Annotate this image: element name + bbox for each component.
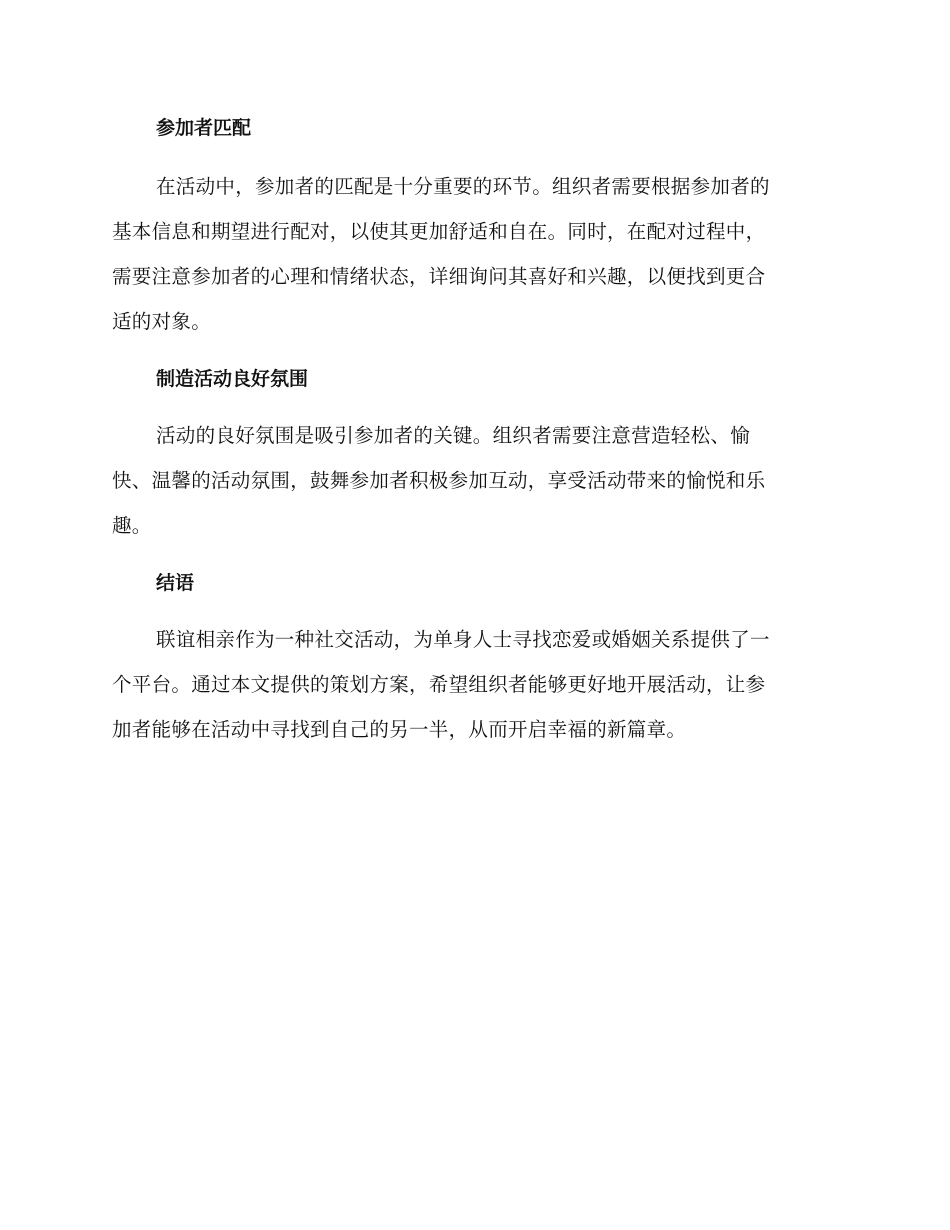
paragraph-line: 加者能够在活动中寻找到自己的另一半，从而开启幸福的新篇章。 (112, 718, 687, 741)
section-paragraph-conclusion (112, 617, 832, 752)
paragraph-line: 适的对象。 (112, 310, 212, 333)
section-heading-participant-matching: 参加者匹配 (156, 117, 252, 139)
section-heading-conclusion: 结语 (156, 572, 195, 594)
section-paragraph-participant-matching (112, 164, 832, 344)
paragraph-line: 需要注意参加者的心理和情绪状态，详细询问其喜好和兴趣，以便找到更合 (112, 265, 766, 288)
paragraph-line: 个平台。通过本文提供的策划方案，希望组织者能够更好地开展活动，让参 (112, 673, 766, 696)
paragraph-line: 趣。 (112, 514, 152, 537)
document-page (112, 113, 832, 752)
paragraph-line: 联谊相亲作为一种社交活动，为单身人士寻找恋爱或婚姻关系提供了一 (156, 628, 770, 651)
paragraph-line: 快、温馨的活动氛围，鼓舞参加者积极参加互动，享受活动带来的愉悦和乐 (112, 469, 766, 492)
paragraph-line: 基本信息和期望进行配对，以使其更加舒适和自在。同时，在配对过程中， (112, 220, 766, 243)
paragraph-line: 在活动中，参加者的匹配是十分重要的环节。组织者需要根据参加者的 (156, 175, 770, 198)
section-paragraph-atmosphere (112, 413, 832, 548)
section-heading-atmosphere: 制造活动良好氛围 (156, 368, 309, 390)
paragraph-line: 活动的良好氛围是吸引参加者的关键。组织者需要注意营造轻松、愉 (156, 424, 751, 447)
